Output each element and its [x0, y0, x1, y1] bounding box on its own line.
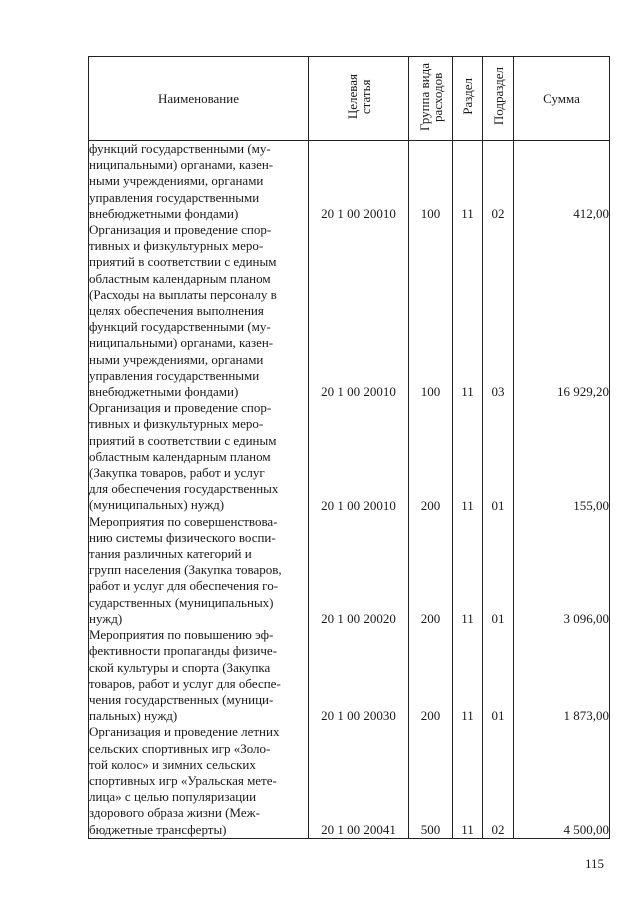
row-section: 11 [453, 514, 483, 627]
page-number: 115 [585, 856, 605, 871]
table-row [89, 222, 610, 400]
table-row [89, 724, 610, 838]
row-name: Организация и проведение спор- тивных и физкультурных меро- приятий в соответствии с единым областным календарным планом (Расходы на выплаты персоналу в целях обеспечения выполнения функций государственными (му- ниципальными) органами, казен- ными учреждениями, органами управления государственными внебюджетными фондами) [89, 222, 309, 400]
row-group: 500 [409, 724, 453, 838]
row-group: 200 [409, 400, 453, 513]
row-target: 20 1 00 20030 [309, 627, 409, 724]
table-row [89, 514, 610, 627]
header-sum: Сумма [514, 57, 610, 141]
table-header-row [89, 57, 610, 141]
row-subsection: 02 [483, 141, 514, 223]
row-group: 100 [409, 141, 453, 223]
row-section: 11 [453, 141, 483, 223]
row-name: Организация и проведение летних сельских спортивных игр «Золо- той колос» и зимних сельских спортивных игр «Уральская мете- лица» с целью популяризации здорового образа жизни (Меж- бюджетные трансферты) [89, 724, 309, 838]
row-target: 20 1 00 20010 [309, 141, 409, 223]
row-target: 20 1 00 20041 [309, 724, 409, 838]
row-target: 20 1 00 20020 [309, 514, 409, 627]
row-section: 11 [453, 222, 483, 400]
row-section: 11 [453, 724, 483, 838]
header-group: Группа вида расходов [409, 57, 453, 141]
header-section: Раздел [453, 57, 483, 141]
budget-table [88, 56, 610, 839]
row-sum: 3 096,00 [514, 514, 610, 627]
table-row [89, 141, 610, 223]
row-group: 200 [409, 514, 453, 627]
header-subsection: Подраздел [483, 57, 514, 141]
row-section: 11 [453, 400, 483, 513]
row-section: 11 [453, 627, 483, 724]
row-sum: 412,00 [514, 141, 610, 223]
header-target: Целевая статья [309, 57, 409, 141]
row-sum: 155,00 [514, 400, 610, 513]
row-name: Организация и проведение спор- тивных и физкультурных меро- приятий в соответствии с единым областным календарным планом (Закупка товаров, работ и услуг для обеспечения государственных (муниципальных) нужд) [89, 400, 309, 513]
row-sum: 1 873,00 [514, 627, 610, 724]
table-row [89, 400, 610, 513]
row-target: 20 1 00 20010 [309, 400, 409, 513]
row-name: Мероприятия по совершенствова- нию системы физического воспи- тания различных категорий и групп населения (Закупка товаров, работ и услуг для обеспечения го- сударственных (муниципальных) нужд) [89, 514, 309, 627]
row-target: 20 1 00 20010 [309, 222, 409, 400]
row-sum: 16 929,20 [514, 222, 610, 400]
table-row [89, 627, 610, 724]
row-group: 100 [409, 222, 453, 400]
row-subsection: 01 [483, 400, 514, 513]
row-subsection: 02 [483, 724, 514, 838]
row-group: 200 [409, 627, 453, 724]
row-subsection: 03 [483, 222, 514, 400]
row-name: функций государственными (му- ниципальными) органами, казен- ными учреждениями, органами управления государственными внебюджетными фондами) [89, 141, 309, 223]
row-sum: 4 500,00 [514, 724, 610, 838]
header-name: Наименование [89, 57, 309, 141]
row-subsection: 01 [483, 514, 514, 627]
row-name: Мероприятия по повышению эф- фективности пропаганды физиче- ской культуры и спорта (Закупка товаров, работ и услуг для обеспе- чения государственных (муници- пальных) нужд) [89, 627, 309, 724]
row-subsection: 01 [483, 627, 514, 724]
